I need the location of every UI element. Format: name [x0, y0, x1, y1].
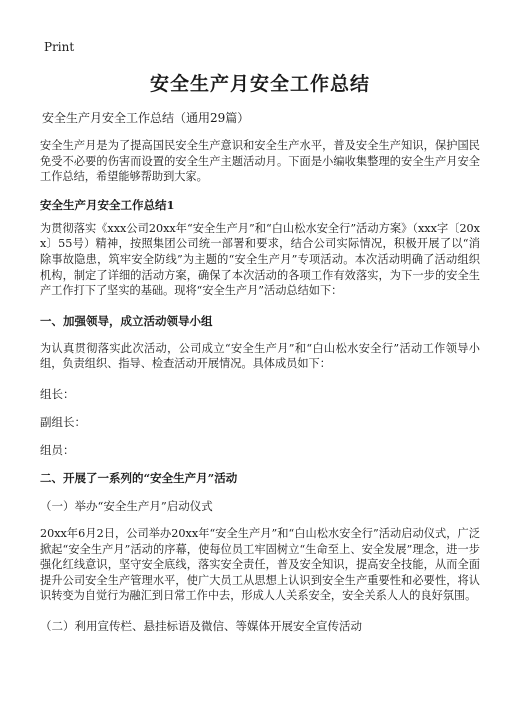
subheading-launch-ceremony: （一）举办“安全生产月”启动仪式	[40, 498, 213, 513]
page-title: 安全生产月安全工作总结	[149, 73, 370, 95]
deputy-leader-line: 副组长：	[40, 414, 86, 429]
section-1-paragraph: 为贯彻落实《xxx公司20xx年“安全生产月”和“白山松水安全行”活动方案》（xxx字〔20xx〕55号）精神，按照集团公司统一部署和要求，结合公司实际情况，积极开展了以“消除事故隐患，筑牢安全防线”为主题的“安全生产月”专项活动。本次活动明确了活动组织机构，制定了详细的活动方案，确保了本次活动的各项工作有效落实，为下一步的安全生产工作打下了坚实的基础。现将“安全生产月”活动总结如下：	[40, 221, 480, 298]
intro-paragraph: 安全生产月是为了提高国民安全生产意识和安全生产水平，普及安全生产知识，保护国民免受不必要的伤害而设置的安全生产主题活动月。下面是小编收集整理的安全生产月安全工作总结，希望能够帮助到大家。	[40, 139, 480, 184]
heading-activities: 二、开展了一系列的“安全生产月”活动	[40, 470, 238, 485]
subheading-publicity: （二）利用宣传栏、悬挂标语及微信、等媒体开展安全宣传活动	[40, 618, 362, 633]
leader-line: 组长：	[40, 386, 75, 401]
leadership-paragraph: 为认真贯彻落实此次活动，公司成立“安全生产月”和“白山松水安全行”活动工作领导小组，负责组织、指导、检查活动开展情况。具体成员如下：	[40, 341, 480, 371]
members-line: 组员：	[40, 442, 75, 457]
launch-ceremony-paragraph: 20xx年6月2日，公司举办20xx年“安全生产月”和“白山松水安全行”活动启动仪式，广泛掀起“安全生产月”活动的序幕，使每位员工牢固树立“生命至上、安全发展”理念，进一步强化红线意识，坚守安全底线，落实安全责任，普及安全知识，提高安全技能，从而全面提升公司安全生产管理水平，使广大员工从思想上认识到安全生产重要性和必要性，将认识转变为自觉行为融汇到日常工作中去，形成人人关系安全，安全关系人人的良好氛围。	[40, 526, 480, 603]
print-label: Print	[44, 40, 75, 54]
document-subtitle: 安全生产月安全工作总结（通用29篇）	[42, 111, 250, 125]
section-1-heading: 安全生产月安全工作总结1	[40, 197, 175, 212]
heading-leadership: 一、加强领导，成立活动领导小组	[40, 313, 213, 328]
